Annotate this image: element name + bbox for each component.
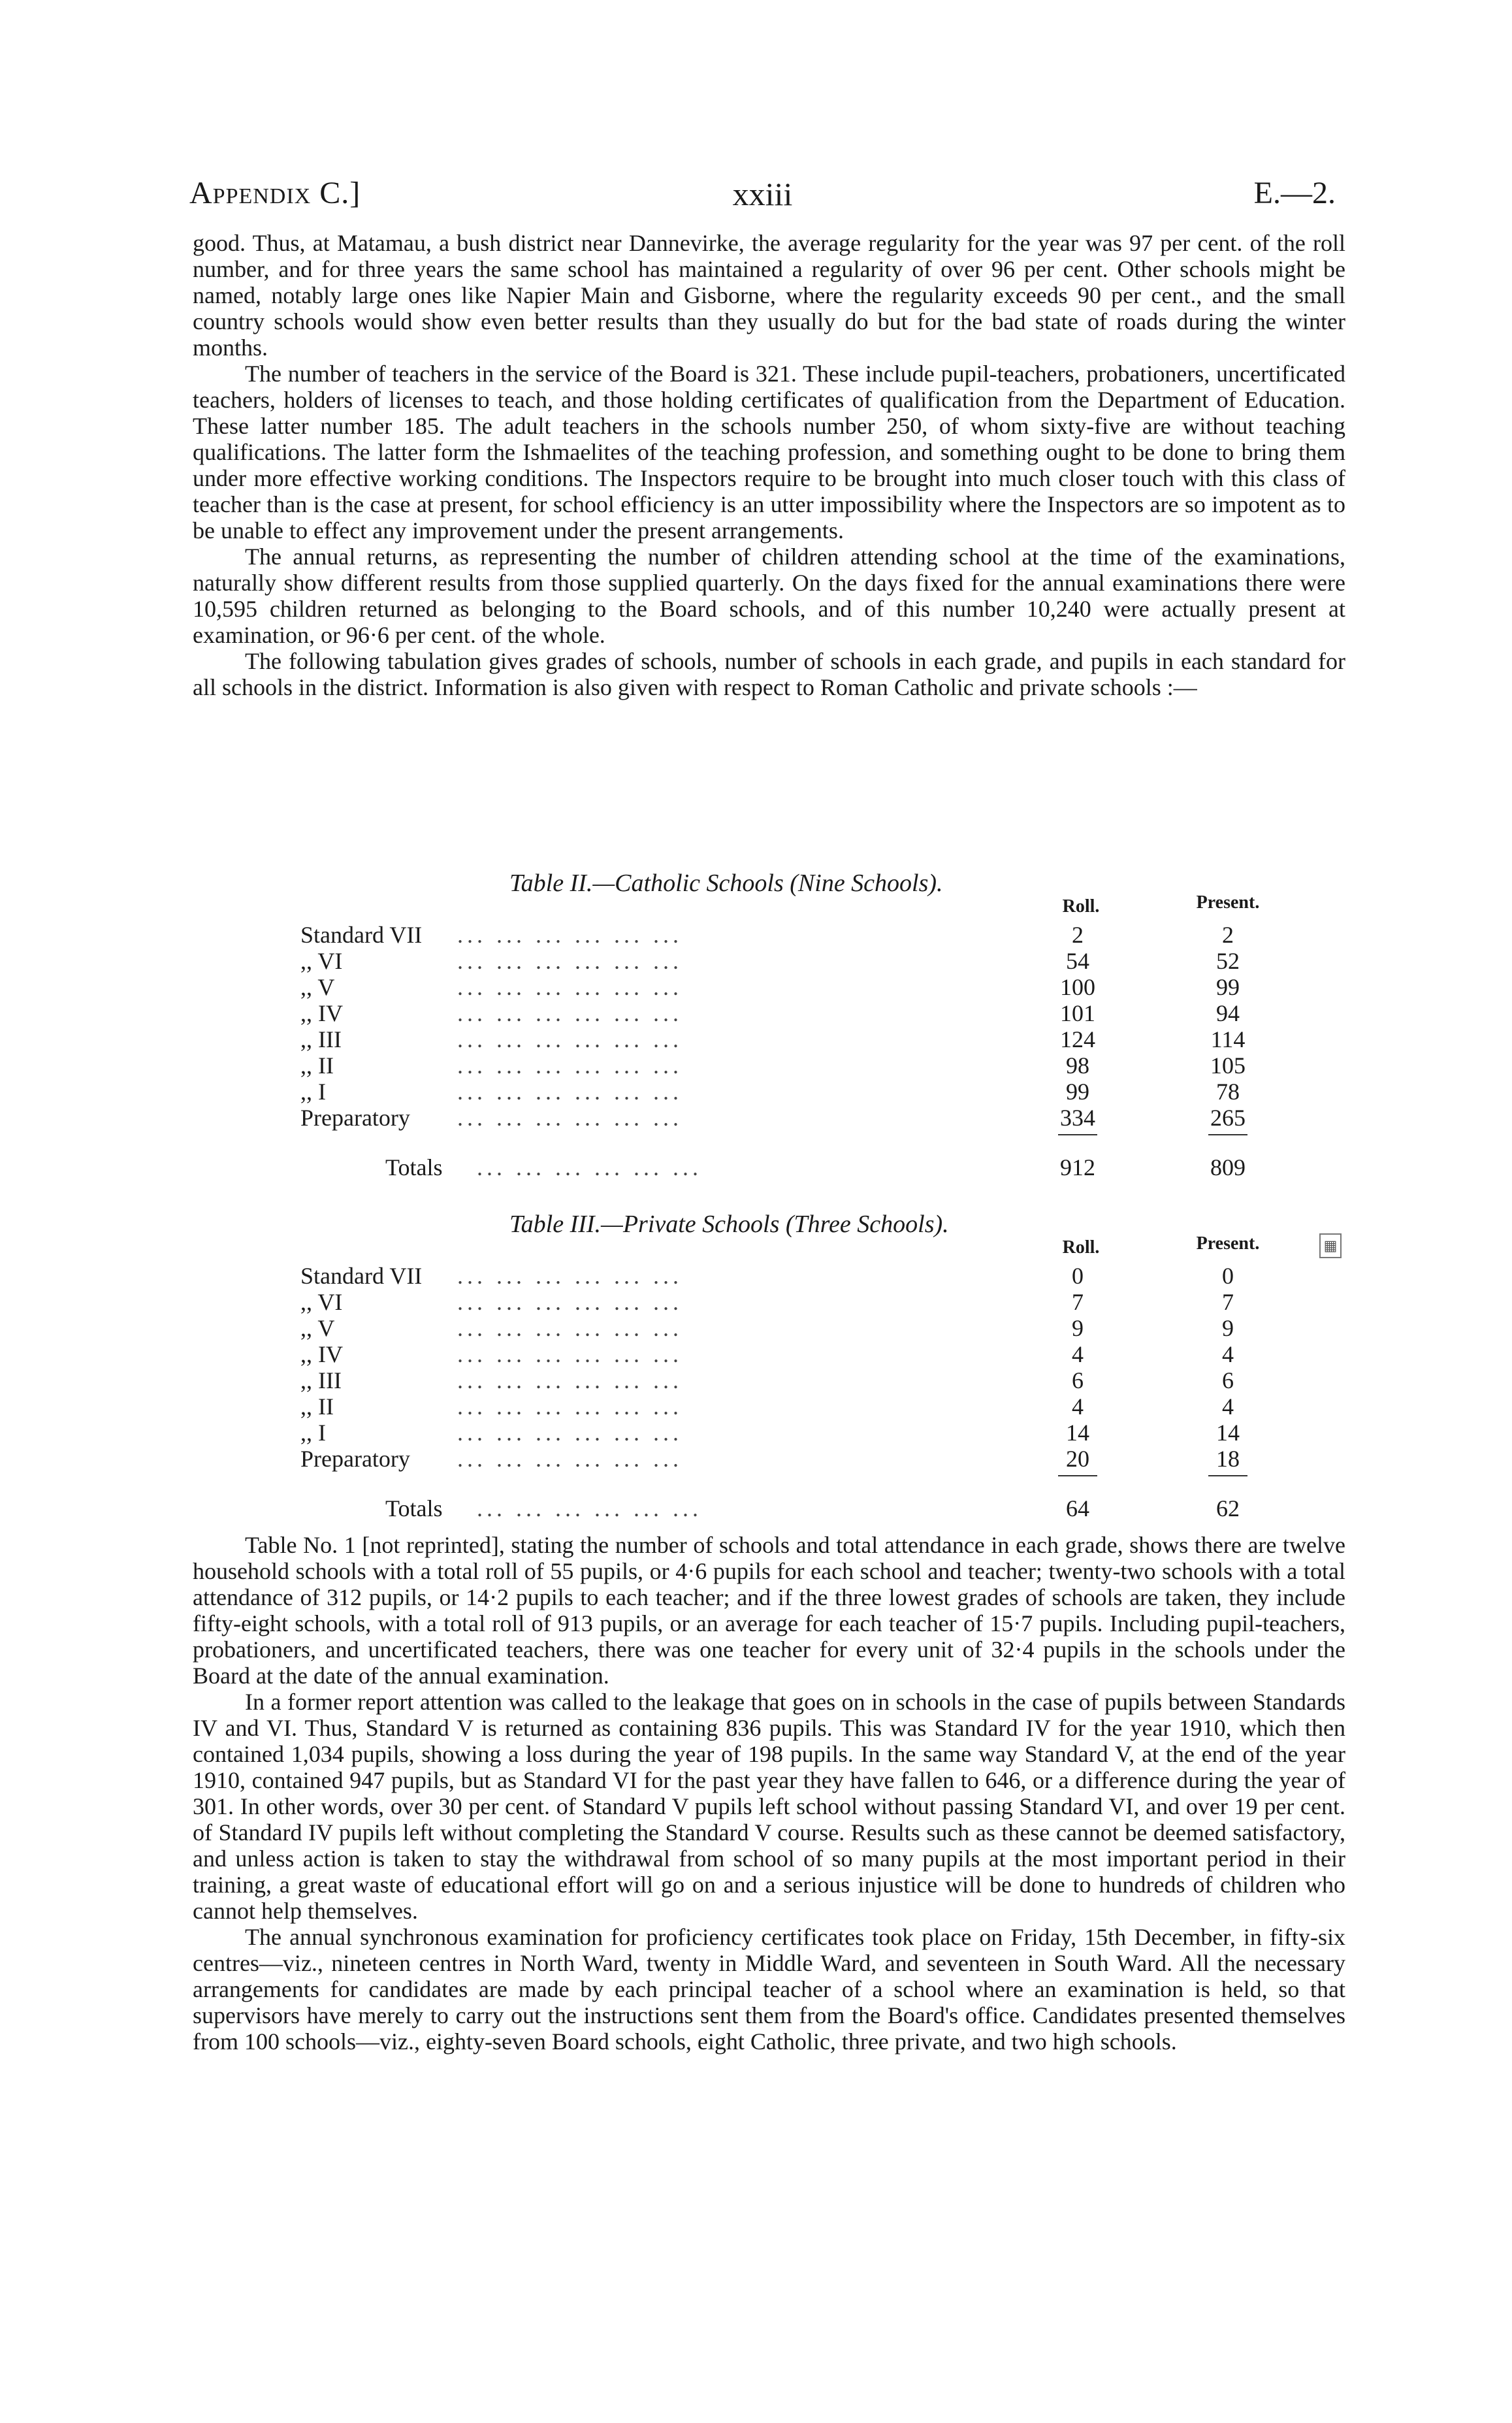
- table-row: [0, 1052, 1512, 1078]
- paragraph: The annual synchronous examination for proficiency certificates took place on Friday, 15th December, in fifty-six centres—viz., nineteen centres in North Ward, twenty in Middle Ward, and seventeen in South Ward. All the necessary arrangements for candidates are made by each principal teacher of a school where an examination is held, so that supervisors have merely to carry out the instructions sent them from the Board's office. Candidates presented themselves from 100 schools—viz., eighty-seven Board schools, eight Catholic, three private, and two high schools.: [193, 1924, 1345, 2055]
- paragraph: The following tabulation gives grades of schools, number of schools in each grade, and pupils in each standard for all schools in the district. Information is also given with respect to Roman Catholic and private schools :—: [193, 648, 1345, 700]
- row-label: Standard VII: [300, 922, 423, 948]
- table-title: Table III.—Private Schools (Three Schools).: [509, 1211, 949, 1238]
- totals-row: [0, 1154, 1512, 1180]
- row-label: ,, IV: [300, 1000, 343, 1026]
- roll-value: 334: [1060, 1105, 1095, 1131]
- present-value: 265: [1210, 1105, 1246, 1131]
- column-header-roll: Roll.: [1062, 1237, 1100, 1258]
- present-value: 9: [1222, 1315, 1234, 1341]
- body-text-bottom: [193, 1532, 1345, 2055]
- total-rule: [1058, 1134, 1097, 1135]
- roll-value: 9: [1072, 1315, 1084, 1341]
- column-header-roll: Roll.: [1062, 896, 1100, 917]
- leader-dots: ... ... ... ... ... ...: [457, 1341, 683, 1367]
- leader-dots: ... ... ... ... ... ...: [477, 1154, 702, 1180]
- table-row: [0, 1367, 1512, 1393]
- roll-value: 4: [1072, 1341, 1084, 1367]
- table-row: [0, 1104, 1512, 1130]
- table-row: [0, 947, 1512, 973]
- totals-row: [0, 1495, 1512, 1521]
- leader-dots: ... ... ... ... ... ...: [477, 1495, 702, 1521]
- total-rule: [1208, 1134, 1247, 1135]
- present-value: 4: [1222, 1393, 1234, 1420]
- row-label: ,, II: [300, 1052, 334, 1079]
- table-row: [0, 1262, 1512, 1288]
- row-label: ,, I: [300, 1420, 326, 1446]
- present-value: 105: [1210, 1052, 1246, 1079]
- roll-value: 4: [1072, 1393, 1084, 1420]
- roll-value: 99: [1066, 1079, 1089, 1105]
- roll-value: 14: [1066, 1420, 1089, 1446]
- page-number: xxiii: [732, 176, 793, 212]
- total-present: 62: [1216, 1495, 1240, 1521]
- present-value: 99: [1216, 974, 1240, 1000]
- body-text-top: [193, 230, 1345, 700]
- leader-dots: ... ... ... ... ... ...: [457, 1289, 683, 1315]
- row-label: ,, I: [300, 1079, 326, 1105]
- table-row: [0, 1445, 1512, 1471]
- column-header-present: Present.: [1196, 1233, 1260, 1254]
- row-label: ,, III: [300, 1026, 342, 1052]
- table-row: [0, 1314, 1512, 1341]
- row-label: Preparatory: [300, 1105, 410, 1131]
- leader-dots: ... ... ... ... ... ...: [457, 1446, 683, 1472]
- present-value: 6: [1222, 1367, 1234, 1393]
- present-value: 7: [1222, 1289, 1234, 1315]
- leader-dots: ... ... ... ... ... ...: [457, 1000, 683, 1026]
- roll-value: 98: [1066, 1052, 1089, 1079]
- table-row: [0, 1288, 1512, 1314]
- total-rule: [1058, 1475, 1097, 1476]
- row-label: ,, VI: [300, 1289, 343, 1315]
- table-row: [0, 1000, 1512, 1026]
- present-value: 4: [1222, 1341, 1234, 1367]
- leader-dots: ... ... ... ... ... ...: [457, 948, 683, 974]
- roll-value: 2: [1072, 922, 1084, 948]
- leader-dots: ... ... ... ... ... ...: [457, 1367, 683, 1393]
- row-label: ,, V: [300, 974, 335, 1000]
- leader-dots: ... ... ... ... ... ...: [457, 1315, 683, 1341]
- roll-value: 124: [1060, 1026, 1095, 1052]
- table-row: [0, 1078, 1512, 1104]
- paragraph: In a former report attention was called to the leakage that goes on in schools in the case of pupils between Standards IV and VI. Thus, Standard V is returned as containing 836 pupils. This was Standard IV for the year 1910, which then contained 1,034 pupils, showing a loss during the year of 198 pupils. In the same way Standard V, at the end of the year 1910, contained 947 pupils, but as Standard VI for the past year they have fallen to 646, or a difference during the year of 301. In other words, over 30 per cent. of Standard V pupils left school without passing Standard VI, and over 19 per cent. of Standard IV pupils left without completing the Standard V course. Results such as these cannot be deemed satisfactory, and unless action is taken to stay the withdrawal from school of so many pupils at the most important period in their training, a great waste of educational effort will go on and a serious injustice will be done to hundreds of children who cannot help themselves.: [193, 1689, 1345, 1924]
- row-label: ,, IV: [300, 1341, 343, 1367]
- totals-label: Totals: [385, 1495, 443, 1521]
- column-header-present: Present.: [1196, 892, 1260, 913]
- roll-value: 54: [1066, 948, 1089, 974]
- page-header: [189, 175, 1336, 214]
- roll-value: 100: [1060, 974, 1095, 1000]
- leader-dots: ... ... ... ... ... ...: [457, 922, 683, 948]
- table-title: Table II.—Catholic Schools (Nine Schools).: [509, 870, 943, 897]
- paragraph: The number of teachers in the service of the Board is 321. These include pupil-teachers, probationers, uncertificated teachers, holders of licenses to teach, and those holding certificates of qualification from the Department of Education. These latter number 185. The adult teachers in the schools number 250, of whom sixty-five are without teaching qualifications. The latter form the Ishmaelites of the teaching profession, and something ought to be done to bring them under more effective working conditions. The Inspectors require to be brought into much closer touch with this class of teacher than is the case at present, for school efficiency is an utter impossibility where the Inspectors are so impotent as to be unable to effect any improvement under the present arrangements.: [193, 361, 1345, 544]
- leader-dots: ... ... ... ... ... ...: [457, 1079, 683, 1105]
- paragraph: good. Thus, at Matamau, a bush district near Dannevirke, the average regularity for the year was 97 per cent. of the roll number, and for three years the same school has maintained a regularity of over 96 per cent. Other schools might be named, notably large ones like Napier Main and Gisborne, where the regularity exceeds 90 per cent., and the small country schools would show even better results than they usually do but for the bad state of roads during the winter months.: [193, 230, 1345, 361]
- present-value: 78: [1216, 1079, 1240, 1105]
- paragraph: Table No. 1 [not reprinted], stating the number of schools and total attendance in each grade, shows there are twelve household schools with a total roll of 55 pupils, or 4·6 pupils for each school and teacher; twenty-two schools with a total attendance of 312 pupils, or 14·2 pupils to each teacher; and if the three lowest grades of schools are taken, they include fifty-eight schools, with a total roll of 913 pupils, or an average for each teacher of 15·7 pupils. Including pupil-teachers, probationers, and uncertificated teachers, there was one teacher for every unit of 32·4 pupils in the schools under the Board at the date of the annual examination.: [193, 1532, 1345, 1689]
- table-row: [0, 1419, 1512, 1445]
- leader-dots: ... ... ... ... ... ...: [457, 974, 683, 1000]
- appendix-label: Appendix C.]: [189, 176, 361, 210]
- document-code: E.—2.: [1253, 176, 1336, 210]
- table-row: [0, 1341, 1512, 1367]
- total-present: 809: [1210, 1154, 1246, 1180]
- row-label: Standard VII: [300, 1263, 423, 1289]
- table-row: [0, 1393, 1512, 1419]
- leader-dots: ... ... ... ... ... ...: [457, 1393, 683, 1420]
- leader-dots: ... ... ... ... ... ...: [457, 1420, 683, 1446]
- row-label: ,, II: [300, 1393, 334, 1420]
- paragraph: The annual returns, as representing the number of children attending school at the time of the examinations, naturally show different results from those supplied quarterly. On the days fixed for the annual examinations there were 10,595 children returned as belonging to the Board schools, and of this number 10,240 were actually present at examination, or 96·6 per cent. of the whole.: [193, 544, 1345, 648]
- leader-dots: ... ... ... ... ... ...: [457, 1052, 683, 1079]
- row-label: ,, V: [300, 1315, 335, 1341]
- totals-label: Totals: [385, 1154, 443, 1180]
- roll-value: 7: [1072, 1289, 1084, 1315]
- leader-dots: ... ... ... ... ... ...: [457, 1105, 683, 1131]
- total-roll: 912: [1060, 1154, 1095, 1180]
- present-value: 94: [1216, 1000, 1240, 1026]
- present-value: 2: [1222, 922, 1234, 948]
- roll-value: 0: [1072, 1263, 1084, 1289]
- present-value: 114: [1210, 1026, 1246, 1052]
- roll-value: 101: [1060, 1000, 1095, 1026]
- row-label: ,, VI: [300, 948, 343, 974]
- present-value: 0: [1222, 1263, 1234, 1289]
- table-row: [0, 1026, 1512, 1052]
- present-value: 18: [1216, 1446, 1240, 1472]
- leader-dots: ... ... ... ... ... ...: [457, 1263, 683, 1289]
- total-rule: [1208, 1475, 1247, 1476]
- roll-value: 6: [1072, 1367, 1084, 1393]
- present-value: 52: [1216, 948, 1240, 974]
- stamp-mark: ▦: [1319, 1233, 1342, 1258]
- total-roll: 64: [1066, 1495, 1089, 1521]
- table-row: [0, 973, 1512, 1000]
- row-label: ,, III: [300, 1367, 342, 1393]
- present-value: 14: [1216, 1420, 1240, 1446]
- leader-dots: ... ... ... ... ... ...: [457, 1026, 683, 1052]
- table-row: [0, 921, 1512, 947]
- roll-value: 20: [1066, 1446, 1089, 1472]
- row-label: Preparatory: [300, 1446, 410, 1472]
